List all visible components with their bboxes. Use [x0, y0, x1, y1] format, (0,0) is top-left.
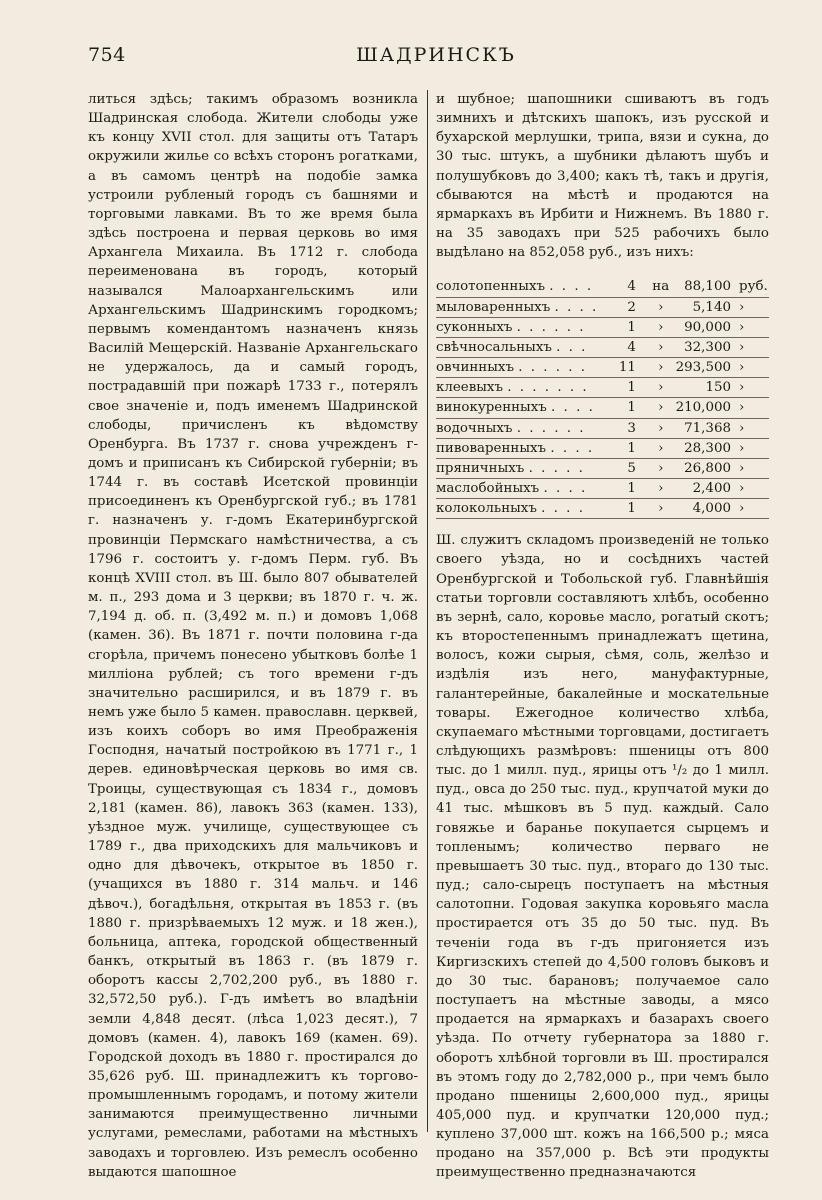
left-column-text: литься здѣсь; такимъ образомъ возникла Шадринская слобода. Жители слободы уже къ концу XVII стол. для защиты отъ Татаръ окружили жилье со всѣхъ сторонъ рогатками, а въ самомъ центрѣ на подобіе замка устроили рубленый городъ съ башнями и торговыми лавками. Въ то же время была здѣсь построена и первая церковь во имя Архангела Михаила. Въ 1712 г. слобода переименована въ городъ, который назывался Малоархангельскимъ или Архангельскимъ Шадринскимъ городкомъ; первымъ комендантомъ назначенъ князь Василій Мещерскій. Названіе Архангельскаго не удержалось, да и самый городъ, пострадавшій при пожарѣ 1733 г., потерялъ свое значеніе и, подъ именемъ Шадринской слободы, причисленъ къ вѣдомству Оренбурга. Въ 1737 г. снова учрежденъ г-домъ и приписанъ къ Сибирской губерніи; въ 1744 г. въ составѣ Исетской провинціи присоединенъ къ Оренбургской губ.; въ 1781 г. назначенъ у. г-домъ Екатеринбургской провинціи Пермскаго намѣстничества, а съ 1796 г. состоитъ у. г-домъ Перм. губ. Въ концѣ XVIII стол. въ Ш. было 807 обывателей м. п., 293 дома и 3 церкви; въ 1870 г. ч. ж. 7,194 д. об. п. (3,492 м. п.) и домовъ 1,068 (камен. 36). Въ 1871 г. почти половина г-да сгорѣла, причемъ понесено убытковъ болѣе 1 милліона рублей; съ того времени г-дъ значительно расширился, и въ 1879 г. въ немъ уже было 5 камен. православн. церквей, изъ коихъ соборъ во имя Преображенія Господня, начатый постройкою въ 1771 г., 1 дерев. единовѣрческая церковь во имя св. Троицы, существующая съ 1834 г., домовъ 2,181 (камен. 86), лавокъ 363 (камен. 133), уѣздное муж. училище, существующее съ 1789 г., два приходскихъ для мальчиковъ и одно для дѣвочекъ, открытое въ 1850 г. (учащихся въ 1880 г. 314 мальч. и 146 дѣвоч.), богадѣльня, открытая въ 1853 г. (въ 1880 г. призрѣваемыхъ 12 муж. и 18 жен.), больница, аптека, городской общественный банкъ, открытый въ 1863 г. (въ 1879 г. оборотъ кассы 2,702,200 руб., въ 1880 г. 32,572,50 руб.). Г-дъ имѣетъ во владѣніи земли 4,848 десят. (лѣса 1,023 десят.), 7 домовъ (камен. 4), лавокъ 169 (камен. 69). Городской доходъ въ 1880 г. простирался до 35,626 руб. Ш. принадлежитъ къ торгово-промышленнымъ городамъ, и потому жители занимаются преимущественно личными услугами, ремеслами, работами на мѣстныхъ заводахъ и торговлею. Изъ ремеслъ особенно выдаются шапошное — [88, 92, 418, 1180]
factory-count: 1 — [598, 317, 646, 337]
factory-name — [436, 277, 598, 297]
factory-prefix: › — [646, 398, 676, 418]
factory-count: 1 — [598, 378, 646, 398]
factory-name — [436, 398, 598, 418]
factory-unit: › — [735, 317, 769, 337]
table-row — [436, 398, 769, 418]
factory-count: 5 — [598, 458, 646, 478]
factory-name-label: солотопенныхъ — [436, 279, 546, 295]
factory-prefix: › — [646, 438, 676, 458]
factory-prefix: › — [646, 418, 676, 438]
factory-name — [436, 438, 598, 458]
table-row — [436, 418, 769, 438]
factory-value: 210,000 — [676, 398, 735, 418]
factory-value: 4,000 — [676, 499, 735, 519]
factory-count: 1 — [598, 478, 646, 498]
factory-count: 1 — [598, 398, 646, 418]
right-column — [436, 90, 769, 1183]
page-number: 754 — [88, 44, 126, 66]
factory-value: 2,400 — [676, 478, 735, 498]
factory-name — [436, 337, 598, 357]
factory-unit: › — [735, 499, 769, 519]
factory-name-label: пряничныхъ — [436, 460, 525, 476]
leader-dots: . . . . — [551, 400, 595, 416]
leader-dots: . . . . . — [528, 460, 585, 476]
factory-unit: › — [735, 478, 769, 498]
leader-dots: . . . . . . — [516, 319, 586, 335]
factory-name-label: мыловаренныхъ — [436, 299, 551, 315]
factory-name — [436, 317, 598, 337]
factory-value: 293,500 — [676, 358, 735, 378]
factory-value: 28,300 — [676, 438, 735, 458]
factory-name — [436, 478, 598, 498]
factory-name-label: овчинныхъ — [436, 360, 514, 376]
leader-dots: . . . . — [554, 299, 599, 315]
factory-count: 2 — [598, 297, 646, 317]
factory-name — [436, 378, 598, 398]
factory-unit: › — [735, 358, 769, 378]
table-row — [436, 438, 769, 458]
factory-unit: › — [735, 438, 769, 458]
table-row — [436, 358, 769, 378]
factory-value: 88,100 — [676, 277, 735, 297]
factory-name-label: свѣчносальныхъ — [436, 339, 552, 355]
leader-dots: . . . . . . — [518, 360, 588, 376]
factory-name-label: винокуренныхъ — [436, 400, 547, 416]
factory-name-label: пивоваренныхъ — [436, 440, 547, 456]
factory-count: 1 — [598, 438, 646, 458]
factory-unit: › — [735, 458, 769, 478]
left-column — [88, 90, 418, 1182]
factory-prefix: › — [646, 297, 676, 317]
factory-count: 4 — [598, 337, 646, 357]
factory-prefix: › — [646, 458, 676, 478]
table-row — [436, 499, 769, 519]
factory-prefix: › — [646, 478, 676, 498]
factory-prefix: › — [646, 378, 676, 398]
leader-dots: . . . . . . — [516, 420, 586, 436]
table-row — [436, 337, 769, 357]
table-row — [436, 378, 769, 398]
factory-name — [436, 458, 598, 478]
leader-dots: . . . . — [549, 279, 594, 295]
factory-unit: › — [735, 418, 769, 438]
factory-value: 5,140 — [676, 297, 735, 317]
factory-unit: › — [735, 297, 769, 317]
factory-name — [436, 418, 598, 438]
factory-count: 11 — [598, 358, 646, 378]
running-title: ШАДРИНСКЪ — [356, 44, 516, 66]
factory-unit: › — [735, 378, 769, 398]
factory-value: 90,000 — [676, 317, 735, 337]
column-divider — [427, 90, 428, 1132]
factory-prefix: › — [646, 337, 676, 357]
leader-dots: . . . . — [550, 440, 595, 456]
factory-count: 3 — [598, 418, 646, 438]
factory-unit: руб. — [735, 277, 769, 297]
factory-count: 1 — [598, 499, 646, 519]
factory-name-label: колокольныхъ — [436, 501, 537, 517]
leader-dots: . . . — [556, 339, 588, 355]
factory-count: 4 — [598, 277, 646, 297]
factory-prefix: › — [646, 317, 676, 337]
factory-value: 150 — [676, 378, 735, 398]
factory-prefix: на — [646, 277, 676, 297]
table-row — [436, 297, 769, 317]
leader-dots: . . . . . . . — [507, 380, 589, 396]
factory-name-label: клеевыхъ — [436, 380, 503, 396]
factory-value: 71,368 — [676, 418, 735, 438]
factory-value: 32,300 — [676, 337, 735, 357]
factory-name — [436, 499, 598, 519]
leader-dots: . . . . — [543, 480, 588, 496]
factory-value: 26,800 — [676, 458, 735, 478]
factory-name — [436, 297, 598, 317]
factory-name-label: маслобойныхъ — [436, 480, 540, 496]
factory-prefix: › — [646, 499, 676, 519]
table-row — [436, 458, 769, 478]
factory-name-label: суконныхъ — [436, 319, 513, 335]
factory-name — [436, 358, 598, 378]
factory-name-label: водочныхъ — [436, 420, 513, 436]
table-row — [436, 317, 769, 337]
right-column-body: Ш. служитъ складомъ произведеній не только своего уѣзда, но и сосѣднихъ частей Оренбургской и Тобольской губ. Главнѣйшія статьи торговли составляютъ хлѣбъ, особенно въ зернѣ, сало, коровье масло, рогатый скотъ; къ второстепеннымъ принадлежатъ щетина, волосъ, кожи сырыя, сѣмя, соль, желѣзо и издѣлія изъ него, мануфактурные, галантерейные, бакалейные и москательные товары. Ежегодное количество хлѣба, скупаемаго мѣстными торговцами, достигаетъ слѣдующихъ размѣровъ: пшеницы отъ 800 тыс. до 1 милл. пуд., ярицы отъ ¹/₂ до 1 милл. пуд., овса до 250 тыс. пуд., крупчатой муки до 41 тыс. мѣшковъ въ 5 пуд. каждый. Сало говяжье и баранье покупается сырцемъ и топленымъ; количество перваго не превышаетъ 30 тыс. пуд., втораго до 130 тыс. пуд.; сало-сырецъ поступаетъ на мѣстныя салотопни. Годовая закупка коровьяго масла простирается отъ 35 до 50 тыс. пуд. Въ теченіи года въ г-дъ пригоняется изъ Киргизскихъ степей до 4,500 головъ быковъ и до 30 тыс. барановъ; получаемое сало поступаетъ на мѣстные заводы, а мясо продается на ярмаркахъ и базарахъ своего уѣзда. По отчету губернатора за 1880 г. оборотъ хлѣбной торговли въ Ш. простирался въ этомъ году до 2,782,000 р., при чемъ было продано пшеницы 2,600,000 пуд., ярицы 405,000 пуд. и крупчатки 120,000 пуд.; куплено 37,000 шт. кожъ на 166,500 р.; мяса продано на 357,000 р. Всѣ эти продукты преимущественно предназначаются — [436, 533, 769, 1181]
table-row — [436, 277, 769, 297]
leader-dots: . . . . — [541, 501, 585, 517]
factory-unit: › — [735, 337, 769, 357]
right-column-intro: и шубное; шапошники сшиваютъ въ годъ зимнихъ и дѣтскихъ шапокъ, изъ русской и бухарской мерлушки, трипа, вязи и сукна, до 30 тыс. штукъ, а шубники дѣлаютъ шубъ и полушубковъ до 3,400; какъ тѣ, такъ и другія, сбываются на мѣстѣ и продаются на ярмаркахъ въ Ирбити и Нижнемъ. Въ 1880 г. на 35 заводахъ при 525 рабочихъ было выдѣлано на 852,058 руб., изъ нихъ: — [436, 92, 769, 261]
factory-unit: › — [735, 398, 769, 418]
table-row — [436, 478, 769, 498]
factory-prefix: › — [646, 358, 676, 378]
factory-output-table — [436, 277, 769, 519]
